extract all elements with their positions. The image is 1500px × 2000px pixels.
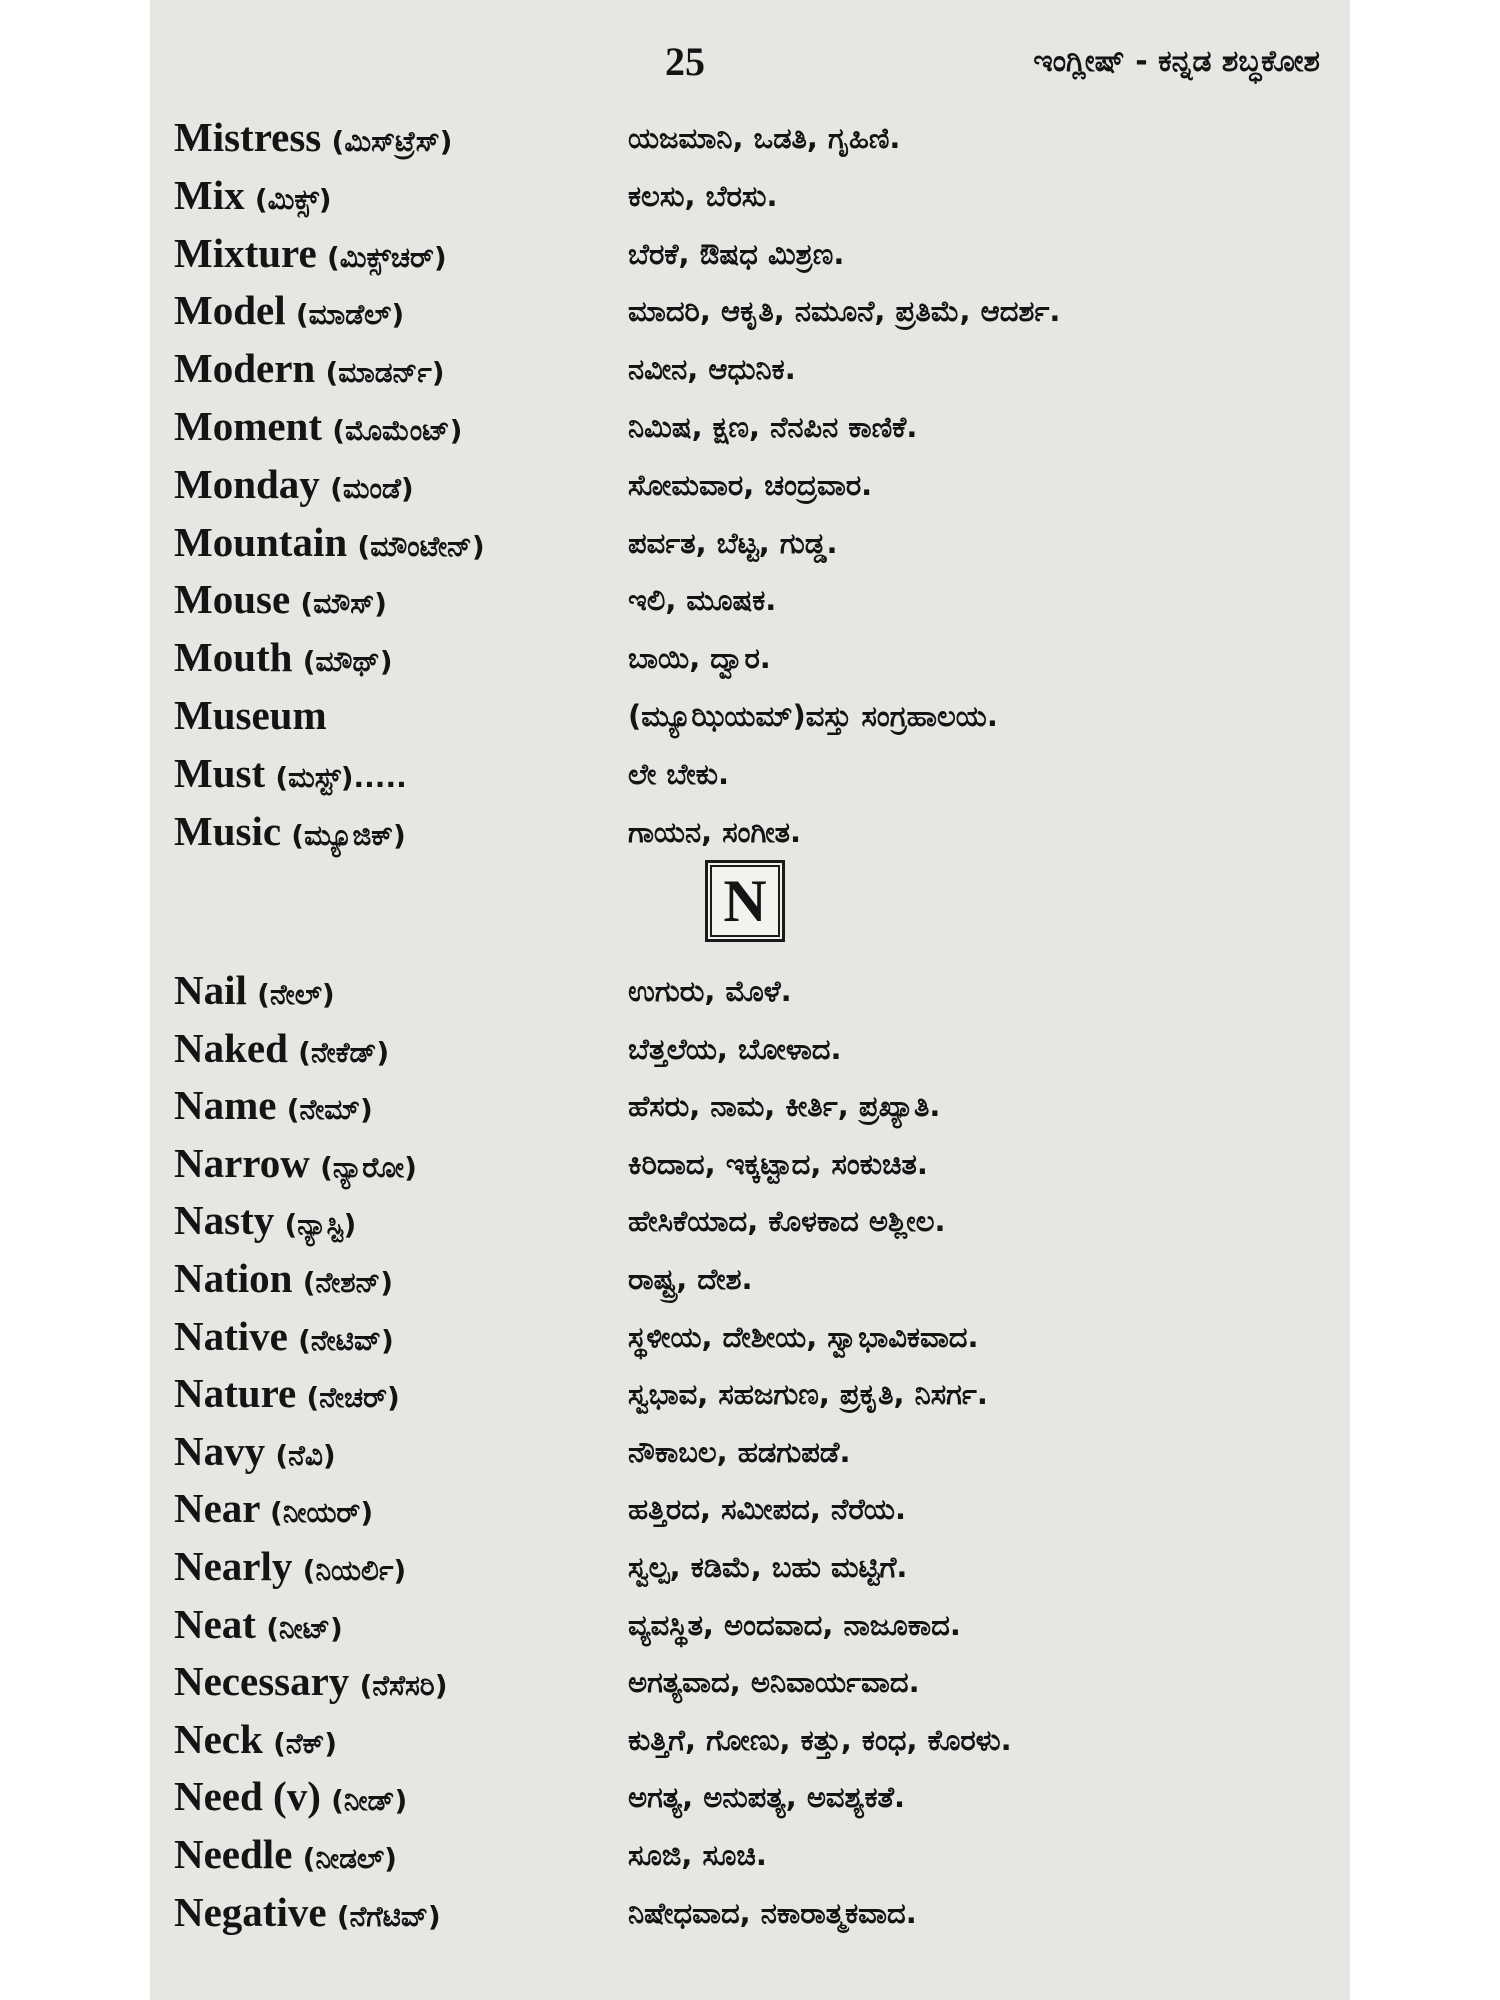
entry-word: Naked (174, 1024, 288, 1071)
entry-word: Mixture (174, 229, 317, 276)
entry-word: Neat (174, 1600, 256, 1647)
entry-meaning: ಮಾದರಿ, ಆಕೃತಿ, ನಮೂನೆ, ಪ್ರತಿಮೆ, ಆದರ್ಶ. (628, 294, 1061, 329)
entry-meaning: ಬೆರಕೆ, ಔಷಧ ಮಿಶ್ರಣ. (628, 236, 845, 271)
entry-headword (174, 1080, 373, 1135)
dictionary-entry (174, 1887, 1334, 1937)
entry-headword (174, 1656, 448, 1711)
entry-word: Neck (174, 1715, 263, 1762)
entry-word: Nature (174, 1370, 297, 1417)
entry-word: Museum (174, 692, 327, 738)
entry-meaning: ಸ್ಥಳೀಯ, ದೇಶೀಯ, ಸ್ವಾಭಾವಿಕವಾದ. (628, 1319, 979, 1354)
entry-word: Modern (174, 345, 316, 392)
page-number: 25 (665, 39, 705, 84)
dictionary-entry (174, 806, 1334, 856)
dictionary-entry (174, 1253, 1334, 1303)
entry-word: Monday (174, 460, 320, 507)
entry-pronunciation: (ನಿಯರ್ಲಿ) (302, 1554, 407, 1587)
entry-pronunciation: (ನ್ಯಾರೋ) (320, 1150, 417, 1184)
entry-headword (174, 1195, 356, 1250)
entry-pronunciation: (ನೆಕ್) (273, 1726, 338, 1760)
entry-pronunciation: (ಮಸ್ಟ್)..... (275, 760, 407, 794)
entry-meaning: ಅಗತ್ಯವಾದ, ಅನಿವಾರ್ಯವಾದ. (628, 1665, 920, 1700)
entry-pronunciation: (ಮಿಸ್‌ಟ್ರೆಸ್) (331, 125, 453, 158)
entry-word: Need (v) (174, 1773, 321, 1820)
entry-headword (174, 1829, 397, 1884)
entry-word: Negative (174, 1888, 327, 1935)
entry-pronunciation: (ನೇಮ್) (286, 1093, 373, 1127)
entry-meaning: ಬೆತ್ತಲೆಯ, ಬೋಳಾದ. (628, 1031, 842, 1066)
dictionary-entry (174, 517, 1334, 567)
entry-pronunciation: (ನೀಡ್) (331, 1784, 408, 1818)
dictionary-entry (174, 1599, 1334, 1649)
entry-headword (174, 574, 387, 629)
entry-pronunciation: (ನ್ಯಾಸ್ಟಿ) (284, 1208, 357, 1242)
entry-pronunciation: (ಮಾಡೆಲ್) (295, 298, 405, 332)
entry-word: Needle (174, 1831, 293, 1877)
entry-pronunciation: (ನೇಚರ್) (306, 1381, 400, 1415)
entry-meaning: ಯಜಮಾನಿ, ಒಡತಿ, ಗೃಹಿಣಿ. (628, 121, 901, 155)
entry-word: Nearly (174, 1543, 293, 1589)
entry-headword (174, 112, 452, 167)
section-letter-box (705, 860, 785, 942)
dictionary-entry (174, 228, 1334, 278)
entry-headword (174, 1368, 400, 1423)
entry-pronunciation: (ನೆಸೆಸರಿ) (359, 1669, 448, 1703)
entry-headword (174, 1023, 389, 1078)
entry-pronunciation: (ನೆವಿ) (275, 1438, 336, 1472)
entry-pronunciation: (ಮಾಡರ್ನ್) (325, 356, 445, 390)
dictionary-entry (174, 459, 1334, 509)
dictionary-entry (174, 1368, 1334, 1418)
dictionary-entry (174, 1138, 1334, 1188)
entry-headword (174, 1253, 393, 1308)
page-header (150, 38, 1350, 98)
entry-pronunciation: (ಮೌಸ್) (300, 587, 387, 621)
entry-word: Mistress (174, 114, 322, 160)
dictionary-entry (174, 965, 1334, 1015)
entry-headword (174, 1541, 406, 1596)
entry-headword (174, 343, 445, 398)
entry-headword (174, 1771, 407, 1826)
dictionary-entry (174, 285, 1334, 335)
entry-pronunciation: (ಮ್ಯೂಜಿಕ್) (291, 818, 406, 852)
dictionary-entry (174, 1080, 1334, 1130)
entry-headword (174, 748, 407, 803)
entry-meaning: ಗಾಯನ, ಸಂಗೀತ. (628, 814, 802, 849)
entry-meaning: ಅಗತ್ಯ, ಅನುಪತ್ಯ, ಅವಶ್ಯಕತೆ. (628, 1780, 906, 1815)
entry-pronunciation: (ನೀಯರ್) (270, 1496, 374, 1530)
entry-pronunciation: (ನೀಡಲ್) (302, 1842, 397, 1875)
entry-headword (174, 170, 332, 225)
entry-meaning: ಉಗುರು, ಮೊಳೆ. (628, 974, 792, 1008)
dictionary-page (150, 0, 1350, 2000)
entry-headword (174, 285, 404, 340)
entry-headword (174, 228, 447, 283)
entry-word: Necessary (174, 1658, 350, 1705)
entry-meaning: ನಿಮಿಷ, ಕ್ಷಣ, ನೆನಪಿನ ಕಾಣಿಕೆ. (628, 410, 918, 444)
entry-word: Must (174, 749, 266, 796)
entry-meaning: ನೌಕಾಬಲ, ಹಡಗುಪಡೆ. (628, 1434, 851, 1469)
dictionary-entry (174, 1771, 1334, 1821)
entry-meaning: ಕಿರಿದಾದ, ಇಕ್ಕಟ್ಟಾದ, ಸಂಕುಚಿತ. (628, 1146, 928, 1181)
dictionary-entry (174, 1195, 1334, 1245)
dictionary-entry (174, 1656, 1334, 1706)
dictionary-entry (174, 1023, 1334, 1073)
entry-meaning: ಪರ್ವತ, ಬೆಟ್ಟ, ಗುಡ್ಡ. (628, 525, 838, 560)
entry-word: Native (174, 1312, 288, 1359)
dictionary-entry (174, 1483, 1334, 1533)
dictionary-entry (174, 170, 1334, 220)
dictionary-entry (174, 1829, 1334, 1879)
entry-meaning: ಲೇ ಬೇಕು. (628, 756, 730, 791)
entry-meaning: ಸ್ವಭಾವ, ಸಹಜಗುಣ, ಪ್ರಕೃತಿ, ನಿಸರ್ಗ. (628, 1377, 988, 1412)
entry-meaning: ನವೀನ, ಆಧುನಿಕ. (628, 352, 796, 387)
entry-headword (174, 517, 485, 572)
entry-word: Mouse (174, 576, 291, 623)
entry-word: Moment (174, 403, 323, 449)
entry-pronunciation: (ಮೊಮೆಂಟ್) (332, 414, 463, 447)
dictionary-entry (174, 343, 1334, 393)
entry-pronunciation: (ಮೌಥ್) (302, 645, 393, 679)
entry-meaning: ಹೆಸರು, ನಾಮ, ಕೀರ್ತಿ, ಪ್ರಖ್ಯಾತಿ. (628, 1089, 941, 1124)
entry-headword (174, 1138, 417, 1193)
entry-pronunciation: (ಮಿಕ್ಸ್) (254, 182, 332, 216)
entry-meaning: ವ್ಯವಸ್ಥಿತ, ಅಂದವಾದ, ನಾಜೂಕಾದ. (628, 1607, 961, 1642)
dictionary-entry (174, 574, 1334, 624)
entry-word: Mouth (174, 634, 293, 681)
entry-meaning: ಬಾಯಿ, ದ್ವಾರ. (628, 641, 771, 676)
entry-headword (174, 806, 406, 861)
entry-word: Mountain (174, 518, 348, 565)
section-letter: N (710, 865, 780, 937)
entry-meaning: ರಾಷ್ಟ್ರ, ದೇಶ. (628, 1262, 753, 1296)
entry-word: Music (174, 807, 282, 854)
entry-meaning: ನಿಷೇಧವಾದ, ನಕಾರಾತ್ಮಕವಾದ. (628, 1895, 917, 1930)
entry-meaning: ಹೇಸಿಕೆಯಾದ, ಕೊಳಕಾದ ಅಶ್ಲೀಲ. (628, 1204, 946, 1239)
entry-meaning: ಸೂಜಿ, ಸೂಚಿ. (628, 1838, 767, 1872)
entry-meaning: (ಮ್ಯೂಝಿಯಮ್)ವಸ್ತು ಸಂಗ್ರಹಾಲಯ. (628, 699, 998, 733)
dictionary-entry (174, 1426, 1334, 1476)
entry-meaning: ಕಲಸು, ಬೆರಸು. (628, 178, 778, 213)
entry-word: Model (174, 287, 286, 334)
entry-headword (174, 1426, 336, 1481)
entry-pronunciation: (ನೇಲ್) (257, 978, 335, 1011)
dictionary-entry (174, 1541, 1334, 1591)
entry-headword (174, 690, 327, 740)
entry-pronunciation: (ನೀಟ್) (266, 1611, 343, 1645)
entry-word: Near (174, 1485, 260, 1532)
entry-headword (174, 1599, 343, 1654)
entry-headword (174, 1714, 337, 1769)
header-title: ಇಂಗ್ಲೀಷ್ - ಕನ್ನಡ ಶಬ್ಧಕೋಶ (1033, 44, 1320, 79)
dictionary-entry (174, 112, 1334, 162)
entry-headword (174, 965, 335, 1020)
entry-pronunciation: (ನೇಕೆಡ್) (298, 1035, 390, 1069)
entry-pronunciation: (ನೇಟಿವ್) (298, 1323, 394, 1357)
dictionary-entry (174, 401, 1334, 451)
entry-meaning: ಸೋಮವಾರ, ಚಂದ್ರವಾರ. (628, 467, 873, 502)
entry-headword (174, 1483, 373, 1538)
entry-headword (174, 1311, 394, 1366)
entry-word: Mix (174, 171, 245, 218)
entry-meaning: ಇಲಿ, ಮೂಷಕ. (628, 583, 777, 618)
entry-headword (174, 401, 462, 456)
entry-pronunciation: (ಮಿಕ್ಸ್‌ಚರ್) (326, 240, 447, 274)
dictionary-entry (174, 632, 1334, 682)
entry-word: Name (174, 1082, 277, 1129)
entry-word: Navy (174, 1427, 266, 1474)
dictionary-entry (174, 690, 1334, 740)
entry-word: Nation (174, 1255, 293, 1301)
entry-word: Nail (174, 967, 247, 1013)
entry-pronunciation: (ಮಂಡೆ) (330, 471, 414, 505)
dictionary-entry (174, 1311, 1334, 1361)
entry-meaning: ಸ್ವಲ್ಪ, ಕಡಿಮೆ, ಬಹು ಮಟ್ಟಿಗೆ. (628, 1550, 908, 1584)
entry-meaning: ಹತ್ತಿರದ, ಸಮೀಪದ, ನೆರೆಯ. (628, 1492, 906, 1527)
entry-headword (174, 632, 393, 687)
entry-pronunciation: (ಮೌಂಟೇನ್) (357, 529, 485, 563)
entry-word: Nasty (174, 1197, 275, 1244)
dictionary-entry (174, 1714, 1334, 1764)
entry-meaning: ಕುತ್ತಿಗೆ, ಗೋಣು, ಕತ್ತು, ಕಂಧ, ಕೊರಳು. (628, 1722, 1012, 1757)
entry-pronunciation: (ನೇಶನ್) (302, 1266, 394, 1299)
entry-word: Narrow (174, 1139, 310, 1186)
entry-headword (174, 1887, 441, 1942)
dictionary-entry (174, 748, 1334, 798)
entry-pronunciation: (ನೆಗೆಟಿವ್) (336, 1899, 441, 1933)
entry-headword (174, 459, 414, 514)
